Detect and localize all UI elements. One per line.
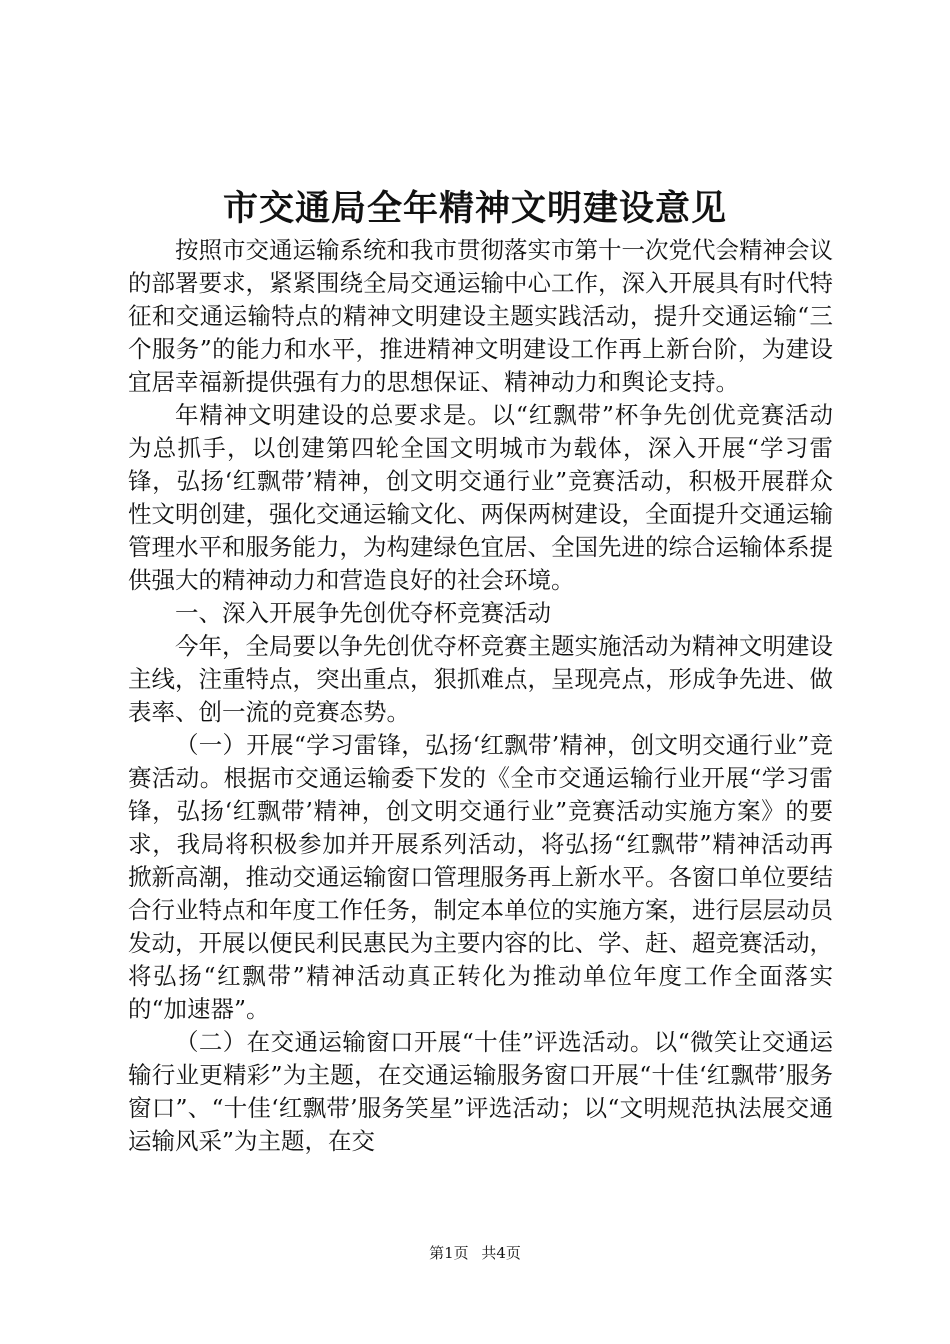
page-footer [0, 1242, 950, 1264]
paragraph-general-requirements: 年精神文明建设的总要求是。以“红飘带”杯争先创优竞赛活动为总抓手，以创建第四轮全国文明城市为载体，深入开展“学习雷锋，弘扬‘红飘带’精神，创文明交通行业”竞赛活动，积极开展群众性文明创建，强化交通运输文化、两保两树建设，全面提升交通运输管理水平和服务能力，为构建绿色宜居、全国先进的综合运输体系提供强大的精神动力和营造良好的社会环境。 [128, 401, 833, 594]
page-number: 第1页 [429, 1244, 469, 1262]
paragraph-item-1: （一）开展“学习雷锋，弘扬‘红飘带’精神，创文明交通行业”竞赛活动。根据市交通运输委下发的《全市交通运输行业开展“学习雷锋，弘扬‘红飘带’精神，创文明交通行业”竞赛活动实施方案》的要求，我局将积极参加并开展系列活动，将弘扬“红飘带”精神活动再掀新高潮，推动交通运输窗口管理服务再上新水平。各窗口单位要结合行业特点和年度工作任务，制定本单位的实施方案，进行层层动员发动，开展以便民利民惠民为主要内容的比、学、赶、超竞赛活动，将弘扬“红飘带”精神活动真正转化为推动单位年度工作全面落实的“加速器”。 [128, 731, 833, 1023]
document-title: 市交通局全年精神文明建设意见 [222, 189, 727, 229]
paragraph-item-2: （二）在交通运输窗口开展“十佳”评选活动。以“微笑让交通运输行业更精彩”为主题，在交通运输服务窗口开展“十佳‘红飘带’服务窗口”、“十佳‘红飘带’服务笑星”评选活动；以“文明规范执法展交通运输风采”为主题，在交 [128, 1028, 833, 1155]
document-body [128, 234, 833, 1158]
page-total: 共4页 [481, 1244, 521, 1262]
section-heading-1: 一、深入开展争先创优夺杯竞赛活动 [175, 599, 551, 627]
paragraph-intro: 按照市交通运输系统和我市贯彻落实市第十一次党代会精神会议的部署要求，紧紧围绕全局交通运输中心工作，深入开展具有时代特征和交通运输特点的精神文明建设主题实践活动，提升交通运输“三个服务”的能力和水平，推进精神文明建设工作再上新台阶，为建设宜居幸福新提供强有力的思想保证、精神动力和舆论支持。 [128, 236, 833, 396]
paragraph-section-1-intro: 今年，全局要以争先创优夺杯竞赛主题实施活动为精神文明建设主线，注重特点，突出重点，狠抓难点，呈现亮点，形成争先进、做表率、创一流的竞赛态势。 [128, 632, 833, 726]
